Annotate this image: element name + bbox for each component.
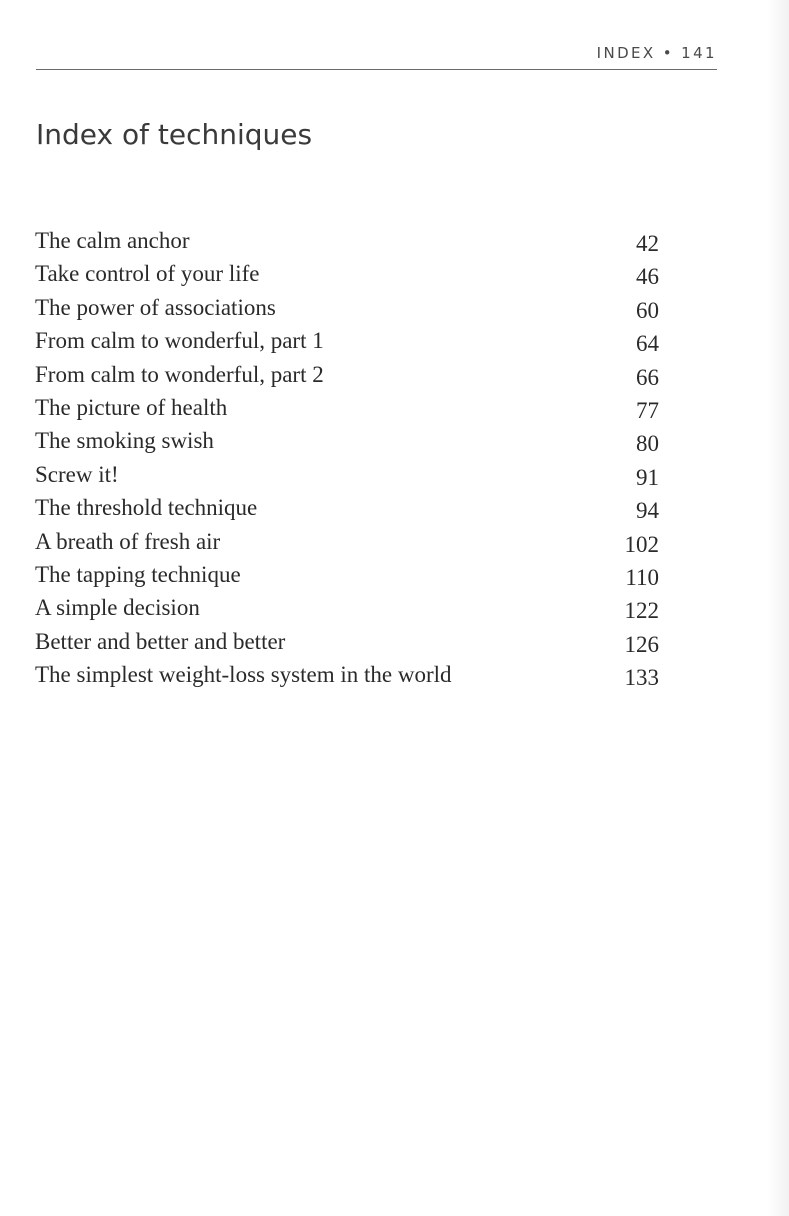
page-title: Index of techniques xyxy=(36,118,313,151)
header-rule xyxy=(36,69,717,70)
entry-label: The picture of health xyxy=(35,394,228,420)
entry-label: The power of associations xyxy=(35,294,276,320)
entry-label: Take control of your life xyxy=(35,261,260,287)
entry-page-number: 126 xyxy=(624,631,659,657)
index-entry xyxy=(35,525,659,558)
page-edge-shadow xyxy=(767,0,789,1216)
index-entry xyxy=(35,625,659,658)
entry-label: The simplest weight-loss system in the world xyxy=(35,662,452,688)
entry-page-number: 133 xyxy=(624,665,659,691)
entry-label: The smoking swish xyxy=(35,428,214,454)
entry-label: The calm anchor xyxy=(35,228,190,253)
entry-page-number: 122 xyxy=(624,598,659,624)
index-entry xyxy=(35,224,659,257)
index-entry xyxy=(35,658,659,691)
entry-page-number: 77 xyxy=(636,397,659,423)
entry-label: The threshold technique xyxy=(35,495,258,521)
index-entry xyxy=(35,491,659,524)
index-entry xyxy=(35,291,659,324)
technique-index-list xyxy=(35,224,659,691)
index-entry xyxy=(35,358,659,391)
entry-page-number: 64 xyxy=(636,331,659,357)
entry-page-number: 46 xyxy=(636,264,659,290)
index-entry xyxy=(35,391,659,424)
entry-page-number: 94 xyxy=(636,498,659,524)
entry-page-number: 91 xyxy=(636,464,659,490)
entry-label: From calm to wonderful, part 2 xyxy=(35,361,324,387)
entry-label: Better and better and better xyxy=(35,628,286,654)
entry-label: A breath of fresh air xyxy=(35,528,221,554)
entry-page-number: 102 xyxy=(624,531,659,557)
index-entry xyxy=(35,324,659,357)
entry-label: The tapping technique xyxy=(35,561,241,587)
index-entry xyxy=(35,257,659,290)
entry-page-number: 42 xyxy=(636,231,659,256)
entry-page-number: 66 xyxy=(636,364,659,390)
running-head: INDEX • 141 xyxy=(596,44,717,62)
entry-label: Screw it! xyxy=(35,461,119,487)
entry-page-number: 110 xyxy=(625,564,659,590)
index-entry xyxy=(35,458,659,491)
entry-page-number: 80 xyxy=(636,431,659,457)
index-entry xyxy=(35,558,659,591)
entry-label: From calm to wonderful, part 1 xyxy=(35,328,324,354)
index-entry xyxy=(35,424,659,457)
entry-page-number: 60 xyxy=(636,297,659,323)
entry-label: A simple decision xyxy=(35,595,200,621)
index-entry xyxy=(35,591,659,624)
